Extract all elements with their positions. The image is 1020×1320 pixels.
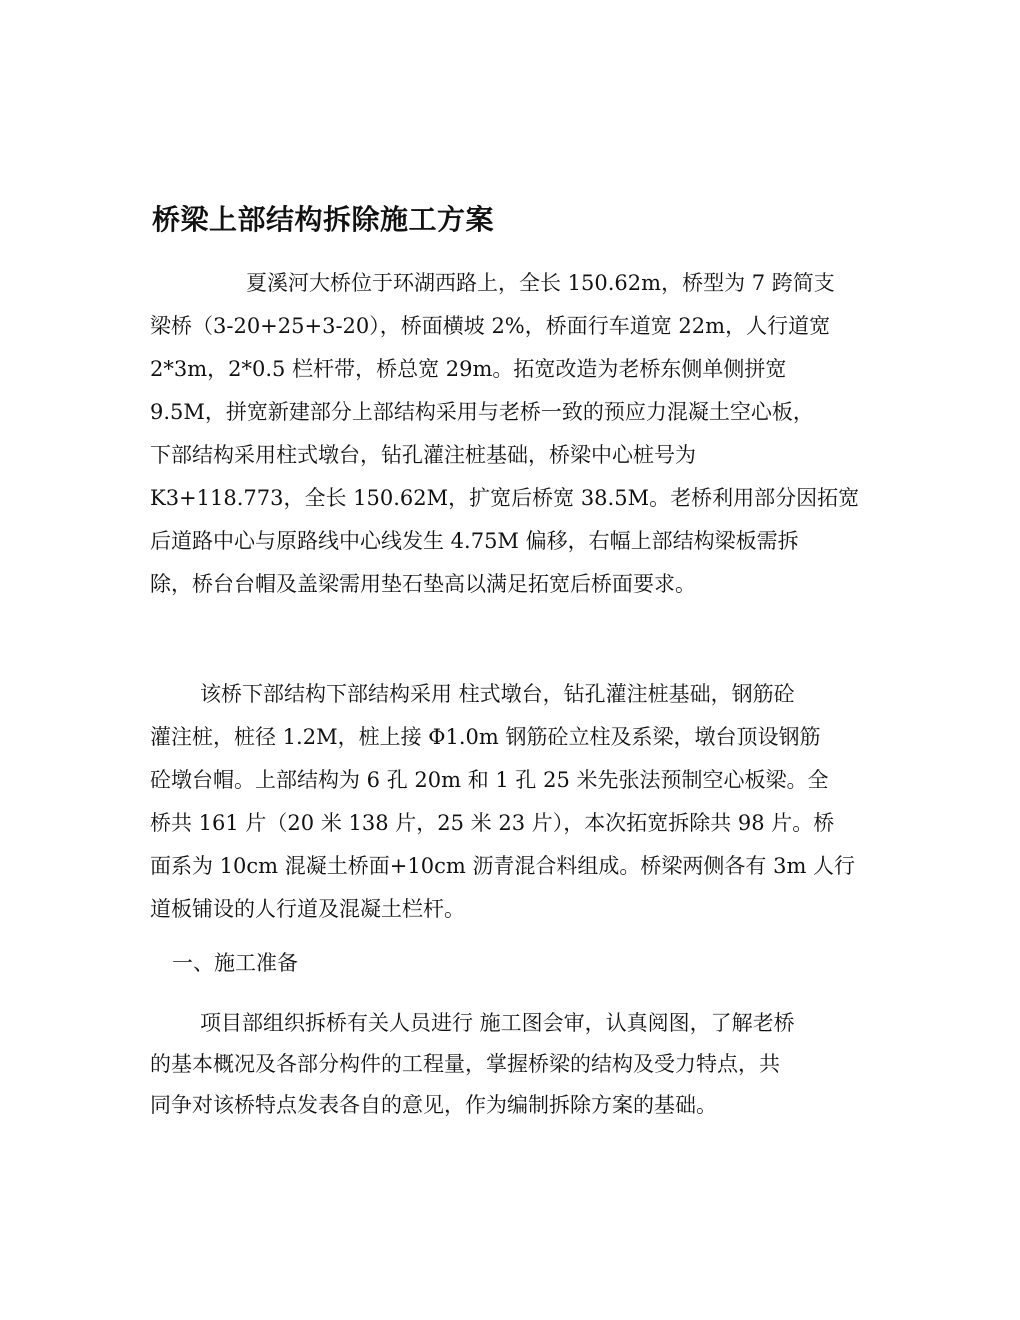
document-title: 桥梁上部结构拆除施工方案: [152, 203, 495, 236]
paragraph-2-line: 灌注桩，桩径 1.2M，桩上接 Φ1.0m 钢筋砼立柱及系梁，墩台顶设钢筋: [150, 725, 821, 749]
paragraph-2-line: 桥共 161 片（20 米 138 片，25 米 23 片），本次拓宽拆除共 98 片。桥: [150, 811, 835, 835]
paragraph-1-line: 夏溪河大桥位于环湖西路上，全长 150.62m，桥型为 7 跨简支: [246, 271, 835, 295]
paragraph-1-line: 除，桥台台帽及盖梁需用垫石垫高以满足拓宽后桥面要求。: [150, 572, 696, 596]
paragraph-1-line: 2*3m，2*0.5 栏杆带，桥总宽 29m。拓宽改造为老桥东侧单侧拼宽: [150, 357, 787, 381]
paragraph-1-line: 梁桥（3-20+25+3-20），桥面横坡 2%，桥面行车道宽 22m，人行道宽: [150, 314, 831, 338]
paragraph-2-line: 砼墩台帽。上部结构为 6 孔 20m 和 1 孔 25 米先张法预制空心板梁。全: [150, 768, 829, 792]
paragraph-2-line: 该桥下部结构下部结构采用 柱式墩台，钻孔灌注桩基础，钢筋砼: [200, 682, 795, 706]
paragraph-3-line: 的基本概况及各部分构件的工程量，掌握桥梁的结构及受力特点，共: [150, 1052, 780, 1076]
paragraph-3-line: 同争对该桥特点发表各自的意见，作为编制拆除方案的基础。: [150, 1093, 717, 1117]
paragraph-2-line: 道板铺设的人行道及混凝土栏杆。: [150, 897, 465, 921]
paragraph-1-line: 9.5M，拼宽新建部分上部结构采用与老桥一致的预应力混凝土空心板，: [150, 400, 814, 424]
paragraph-1-line: 下部结构采用柱式墩台，钻孔灌注桩基础，桥梁中心桩号为: [150, 443, 696, 467]
section-heading: 一、施工准备: [172, 951, 298, 975]
paragraph-1-line: K3+118.773，全长 150.62M，扩宽后桥宽 38.5M。老桥利用部分因拓宽: [150, 486, 860, 510]
paragraph-1-line: 后道路中心与原路线中心线发生 4.75M 偏移，右幅上部结构梁板需拆: [150, 529, 799, 553]
paragraph-2-line: 面系为 10cm 混凝土桥面+10cm 沥青混合料组成。桥梁两侧各有 3m 人行: [150, 854, 856, 878]
paragraph-3-line: 项目部组织拆桥有关人员进行 施工图会审，认真阅图，了解老桥: [200, 1011, 795, 1035]
